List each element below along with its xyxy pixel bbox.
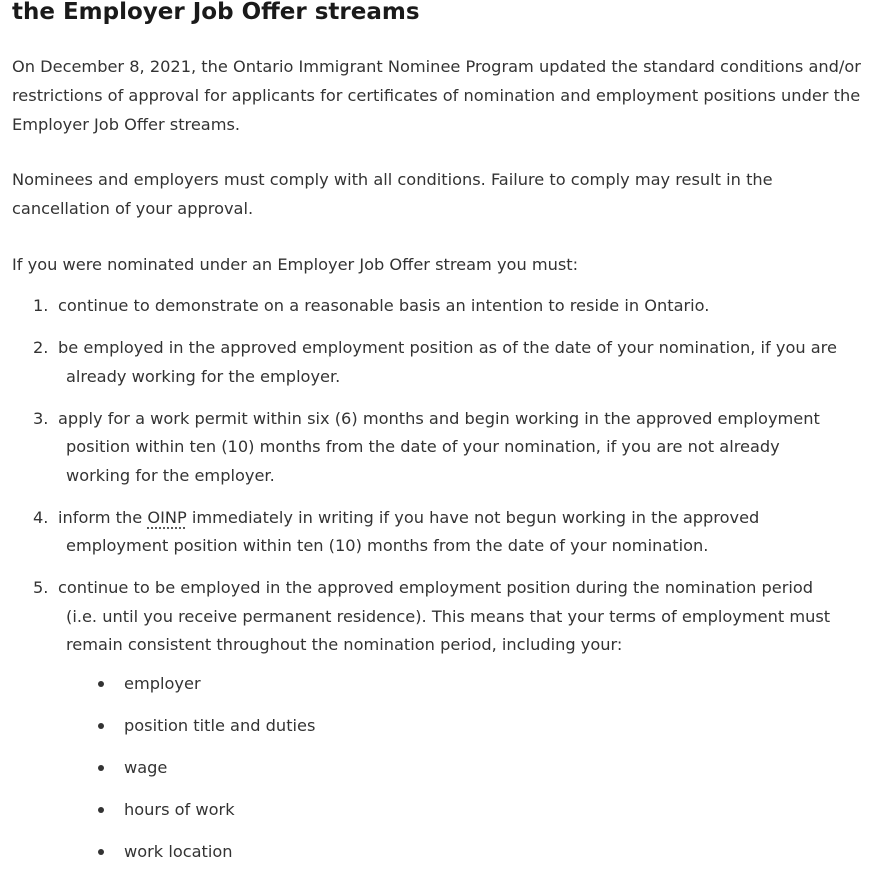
employment-term-item: [66, 837, 846, 866]
oinp-abbreviation[interactable]: OINP: [147, 507, 187, 527]
employment-terms-list: [66, 669, 846, 866]
employment-term-item: [66, 753, 846, 782]
employment-term-label: hours of work: [124, 799, 235, 819]
employment-term-label: work location: [124, 841, 233, 861]
bullet-icon: [98, 681, 104, 687]
bullet-icon: [98, 765, 104, 771]
condition-text: continue to be employed in the approved employment position during the nomination period (i.e. until you receive permanent residence). This means that your terms of employment must remain consistent throughout the nomination period, including your:: [58, 578, 831, 654]
bullet-icon: [98, 723, 104, 729]
condition-item-2: [0, 334, 846, 391]
condition-text: be employed in the approved employment position as of the date of your nomination, if you are already working for the employer.: [58, 338, 837, 386]
intro-paragraph: On December 8, 2021, the Ontario Immigrant Nominee Program updated the standard conditions and/or restrictions of approval for applicants for certificates of nomination and employment positions under the Employer Job Offer streams.: [12, 57, 861, 134]
employment-term-label: employer: [124, 673, 201, 693]
employment-term-label: wage: [124, 757, 168, 777]
condition-number: 4.: [33, 507, 49, 527]
lead-in-paragraph: If you were nominated under an Employer Job Offer stream you must:: [12, 255, 579, 274]
bullet-icon: [98, 849, 104, 855]
employment-term-item: [66, 711, 846, 740]
condition-text: continue to demonstrate on a reasonable basis an intention to reside in Ontario.: [58, 296, 710, 315]
compliance-paragraph: Nominees and employers must comply with all conditions. Failure to comply may result in the cancellation of your approval.: [12, 170, 773, 218]
condition-text-after: immediately in writing if you have not begun working in the approved employment position within ten (10) months from the date of your nomination.: [66, 507, 760, 555]
condition-item-5: [0, 574, 846, 866]
condition-number: 5.: [33, 578, 49, 597]
condition-text-before: inform the: [58, 507, 148, 527]
employment-term-label: position title and duties: [124, 715, 316, 735]
employment-term-item: [66, 669, 846, 698]
condition-number: 2.: [33, 338, 49, 357]
condition-item-3: [0, 405, 846, 491]
bullet-icon: [98, 807, 104, 813]
condition-text: apply for a work permit within six (6) months and begin working in the approved employment position within ten (10) months from the date of your nomination, if you are not already working for the employer.: [58, 408, 820, 485]
condition-item-4: [0, 504, 846, 561]
condition-number: 3.: [33, 408, 49, 428]
condition-number: 1.: [33, 296, 49, 315]
condition-item-1: [0, 292, 846, 321]
employment-term-item: [66, 795, 846, 824]
section-heading: the Employer Job Offer streams: [12, 0, 420, 25]
conditions-list: [0, 292, 880, 879]
condition-text: [58, 504, 846, 561]
